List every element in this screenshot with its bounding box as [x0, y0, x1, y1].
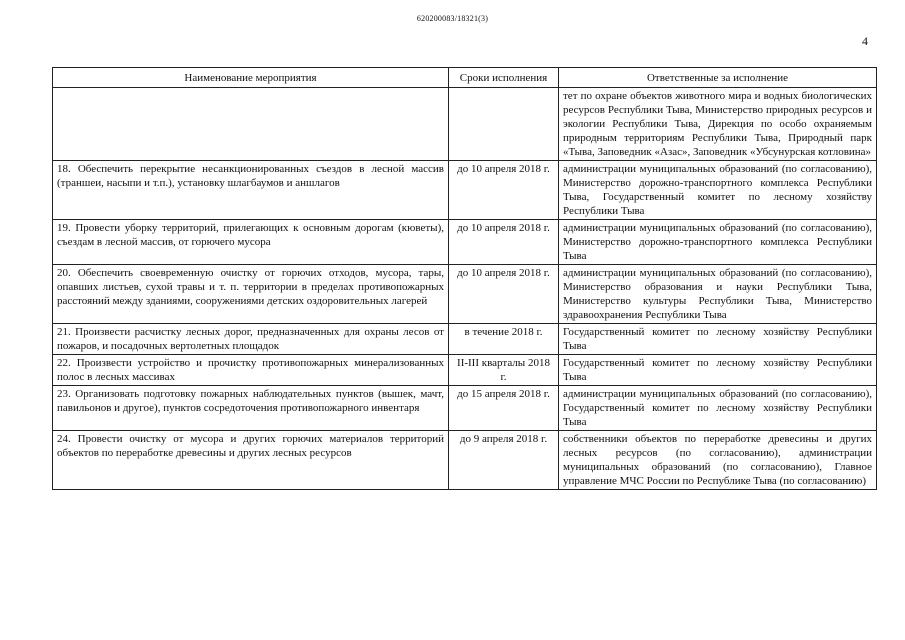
- deadline-cell: до 10 апреля 2018 г.: [449, 265, 559, 324]
- responsible-cell: администрации муниципальных образований (по согласованию), Министерство дорожно-транспортного комплекса Республики Тыва: [559, 220, 877, 265]
- responsible-cell: собственники объектов по переработке древесины и других лесных ресурсов (по согласованию), администрации муниципальных образований (по согласованию), Главное управление МЧС России по Республике Тыва (по согласованию): [559, 431, 877, 490]
- event-cell: 22. Произвести устройство и прочистку противопожарных минерализованных полос в лесных массивах: [53, 355, 449, 386]
- table-row: [53, 161, 877, 220]
- table-row: [53, 220, 877, 265]
- event-cell: 24. Провести очистку от мусора и других горючих материалов территорий объектов по переработке древесины и других лесных ресурсов: [53, 431, 449, 490]
- responsible-cell: администрации муниципальных образований (по согласованию), Государственный комитет по лесному хозяйству Республики Тыва: [559, 386, 877, 431]
- page-number: 4: [862, 34, 868, 48]
- event-cell: [53, 88, 449, 161]
- responsible-cell: Государственный комитет по лесному хозяйству Республики Тыва: [559, 324, 877, 355]
- responsible-cell: администрации муниципальных образований (по согласованию), Министерство дорожно-транспортного комплекса Республики Тыва, Государственный комитет по лесному хозяйству Республики Тыва: [559, 161, 877, 220]
- table-row: [53, 355, 877, 386]
- responsible-cell: администрации муниципальных образований (по согласованию), Министерство образования и науки Республики Тыва, Министерство культуры Республики Тыва, Министерство здравоохранения Республики Тыва: [559, 265, 877, 324]
- deadline-cell: до 9 апреля 2018 г.: [449, 431, 559, 490]
- deadline-cell: до 10 апреля 2018 г.: [449, 220, 559, 265]
- table-row: [53, 431, 877, 490]
- table-row: [53, 324, 877, 355]
- table-row: [53, 265, 877, 324]
- column-header-deadline: Сроки исполнения: [449, 68, 559, 88]
- measures-table: [52, 67, 877, 490]
- event-cell: 20. Обеспечить своевременную очистку от горючих отходов, мусора, тары, опавших листьев, сухой травы и т. п. территории в пределах противопожарных расстояний между зданиями, сооружениями детских оздоровительных лагерей: [53, 265, 449, 324]
- event-cell: 18. Обеспечить перекрытие несанкционированных съездов в лесной массив (траншеи, насыпи и т.п.), установку шлагбаумов и аншлагов: [53, 161, 449, 220]
- document-id: 620200083/18321(3): [416, 14, 489, 23]
- deadline-cell: II-III кварталы 2018 г.: [449, 355, 559, 386]
- deadline-cell: до 10 апреля 2018 г.: [449, 161, 559, 220]
- deadline-cell: до 15 апреля 2018 г.: [449, 386, 559, 431]
- responsible-cell: тет по охране объектов животного мира и водных биологических ресурсов Республики Тыва, Министерство природных ресурсов и экологии Республики Тыва, Дирекция по особо охраняемым природным территориям Республики Тыва, Природный парк «Тыва, Заповедник «Азас», Заповедник «Убсунурская котловина»: [559, 88, 877, 161]
- deadline-cell: [449, 88, 559, 161]
- column-header-responsible: Ответственные за исполнение: [559, 68, 877, 88]
- table-row: [53, 88, 877, 161]
- table-header-row: [53, 68, 877, 88]
- event-cell: 23. Организовать подготовку пожарных наблюдательных пунктов (вышек, мачт, павильонов и другое), пунктов сосредоточения противопожарного инвентаря: [53, 386, 449, 431]
- responsible-cell: Государственный комитет по лесному хозяйству Республики Тыва: [559, 355, 877, 386]
- event-cell: 19. Провести уборку территорий, прилегающих к основным дорогам (кюветы), съездам в лесной массив, от горючего мусора: [53, 220, 449, 265]
- deadline-cell: в течение 2018 г.: [449, 324, 559, 355]
- event-cell: 21. Произвести расчистку лесных дорог, предназначенных для охраны лесов от пожаров, и посадочных вертолетных площадок: [53, 324, 449, 355]
- column-header-event: Наименование мероприятия: [53, 68, 449, 88]
- table-row: [53, 386, 877, 431]
